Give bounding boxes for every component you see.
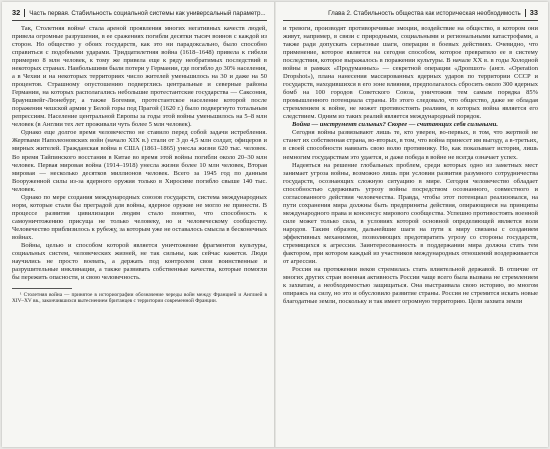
- footnote-rule: [12, 288, 72, 289]
- header-separator: [525, 9, 526, 17]
- page-number: 33: [529, 8, 538, 17]
- header-rule: [283, 20, 538, 21]
- paragraph: Россия на протяжении веков стремилась стать влиятельной державой. В отличие от многих других стран военная активность России чаще всего была вызвана не стремлением к захватам, а необходимостью защищаться. Она выстраивала свою историю, во многом опираясь на силу, но это и обусловило развитие страны. Россия не стремится искать новые благодатные земли, поскольку и так имеет огромную территорию. Цели захвата земли: [283, 265, 538, 306]
- paragraph: Однако по мере создания международных союзов государств, система международных норм, которые стали бы преградой для войны, ядерное оружие не могло не принести. В процессе развития цивилизации людям стало понятно, что способность к самоуничтожению присуща не только человеку, но и человеческому сообществу. Человечество приблизилось к рубежу, за которым уже не оставалось смысла в бесконечных войнах.: [12, 193, 267, 241]
- header-separator: [24, 9, 25, 17]
- header-rule: [12, 20, 267, 21]
- right-page-header: [283, 8, 538, 18]
- paragraph: Однако еще долгое время человечество не ставило перед собой задачи истребления. Жертвами Наполеоновских войн (начало XIX в.) стали от 3 до 4,5 млн солдат, офицеров и мирных жителей. Гражданская война в США (1861–1865) унесла жизни 620 тыс. человек. Во время Тайпинского восстания в Китае во время этой войны погибли около 20–30 млн человек. Первая мировая война (1914–1918) унесла жизни более 10 млн человек, Вторая мировая — несколько десятков миллионов человек. Всего за 1945 год по данным Вооруженной силы из-за ядерного оружия только в Хиросиме погибло свыше 140 тыс. человек.: [12, 129, 267, 193]
- paragraph: Надеяться на решение глобальных проблем, среди которых одно из заметных мест занимает угроза войны, возможно лишь при условии развития разумного сотрудничества государств, осознающих сложную ситуацию в мире. Сегодня человечество обладает способностью сдерживать угрозу войны посредством осознанного, совместного и согласованного действия человечества. Правда, чтобы этот потенциал реализовался, на пути сохранения мира должны быть предприняты действия, опирающиеся на принципы международного права и консенсус мирового сообщества. Успешно противостоять военной силе может только сила, в условиях которой основной определяющей является воля народов. Таким образом, дальнейшие шаги на пути к миру связаны с созданием эффективных механизмов, позволяющих предотвратить угрозу со стороны государств, стремящихся к агрессии. Заинтересованность в поддержании мира должна стать тем фактором, при котором каждый из участников международных отношений воздерживается от агрессии.: [283, 161, 538, 265]
- right-page: [275, 2, 548, 447]
- page-number: 32: [12, 8, 21, 17]
- paragraph: Сегодня войны развязывают лишь те, кто уверен, во-первых, в том, что жертвой не станет их собственная страна, во-вторых, в том, что война принесет им выгоду, а в-третьих, в своей способности навязать свою волю противнику. Но, как показывает история, лишь немногим государствам это удается, и даже победа в войне не всегда означает успех.: [283, 129, 538, 161]
- left-page-header: [12, 8, 267, 18]
- paragraph: Так, Столетняя война¹ стала ареной проявления многих негативных качеств людей, привела огромные разрушения, в ее сражениях погибли десятки тысяч воинов с каждой из сторон. Но общество у обоих государств, как это ни парадоксально, было способно справиться с подобными ударами. Тридцатилетняя война (1618–1648) привела к гибели примерно 8 млн человек, к тому же привела еще к ряду необратимых последствий в некоторых странах. Наибольшими были потери у Германии, где погибло до 30% населения, а в Чехии и на некоторых территориях число жителей уменьшилось на 30 и даже на 50 процентов. Страшному опустошению подверглись центральные и северные районы Германии, на которых располагались небольшие протестантские государства — Саксония, Брауншвейг-Люнебург, а также Богемия, протестантское население которой после поражения чешской армии у Белой горы под Прагой (1620 г.) было подвергнуто тотальным репрессиям. Население центральной Европы за годы этой войны уменьшилось на 5–8 млн человек (в Англии тех лет проживали чуть более 5 млн человек).: [12, 25, 267, 129]
- footnote: ¹ Столетняя война — принятое в историографии обозначение череды войн между Францией и Англией в XIV–XV вв., закончившихся вытеснением британцев с территории современной Франции.: [12, 292, 267, 305]
- paragraph: и тревоги, производят противоречивые эмоции, воздействие на общество, в котором они живут, например, в связи с природными, социальными и региональными катастрофами, а также ради допускать серьезные шаги, операции в боевых действиях. Очевидно, что применение, которое является на сегодня способом, которое превратило ее в систему последствия, которое выражалось в поражении культуры. В начале ХХ в. в годы Холодной войны в рамках «Продуманных» — секретной операции «Дропшот» (англ. «Operation Dropshot»), плана нанесения массированных ядерных ударов по территории СССР и государств, находившихся в его зоне влияния, предполагалось сбросить около 300 ядерных бомб на 100 городов Советского Союза, уничтожив тем самым порядка 85% промышленного потенциала страны. Из этого следовало, что общество, даже не обладая стремлением к войне, не может противостоять реалиям, в которых война является его следствием. Одним из таких реалий является международный порядок.: [283, 25, 538, 121]
- running-head: Часть первая. Стабильность социальной системы как универсальный параметр...: [29, 10, 266, 17]
- running-head: Глава 2. Стабильность общества как историческая необходимость: [328, 10, 521, 17]
- book-spread: [2, 2, 548, 447]
- emphasis-paragraph: Война — инструмент сильных? Скорее — считающих себя сильными.: [292, 121, 498, 129]
- paragraph: Войны, целью и способом которой является уничтожение фрагментов культуры, социальных систем, человеческих жизней, не так сильны, как сейчас кажется. Люди научились не просто воевать, а держать под контролем свои воинственные и разрушительные инклинации, а также развивать собственные качества, которые помогли бы пережить опасности, и свою человечность.: [12, 241, 267, 281]
- left-page: [2, 2, 275, 447]
